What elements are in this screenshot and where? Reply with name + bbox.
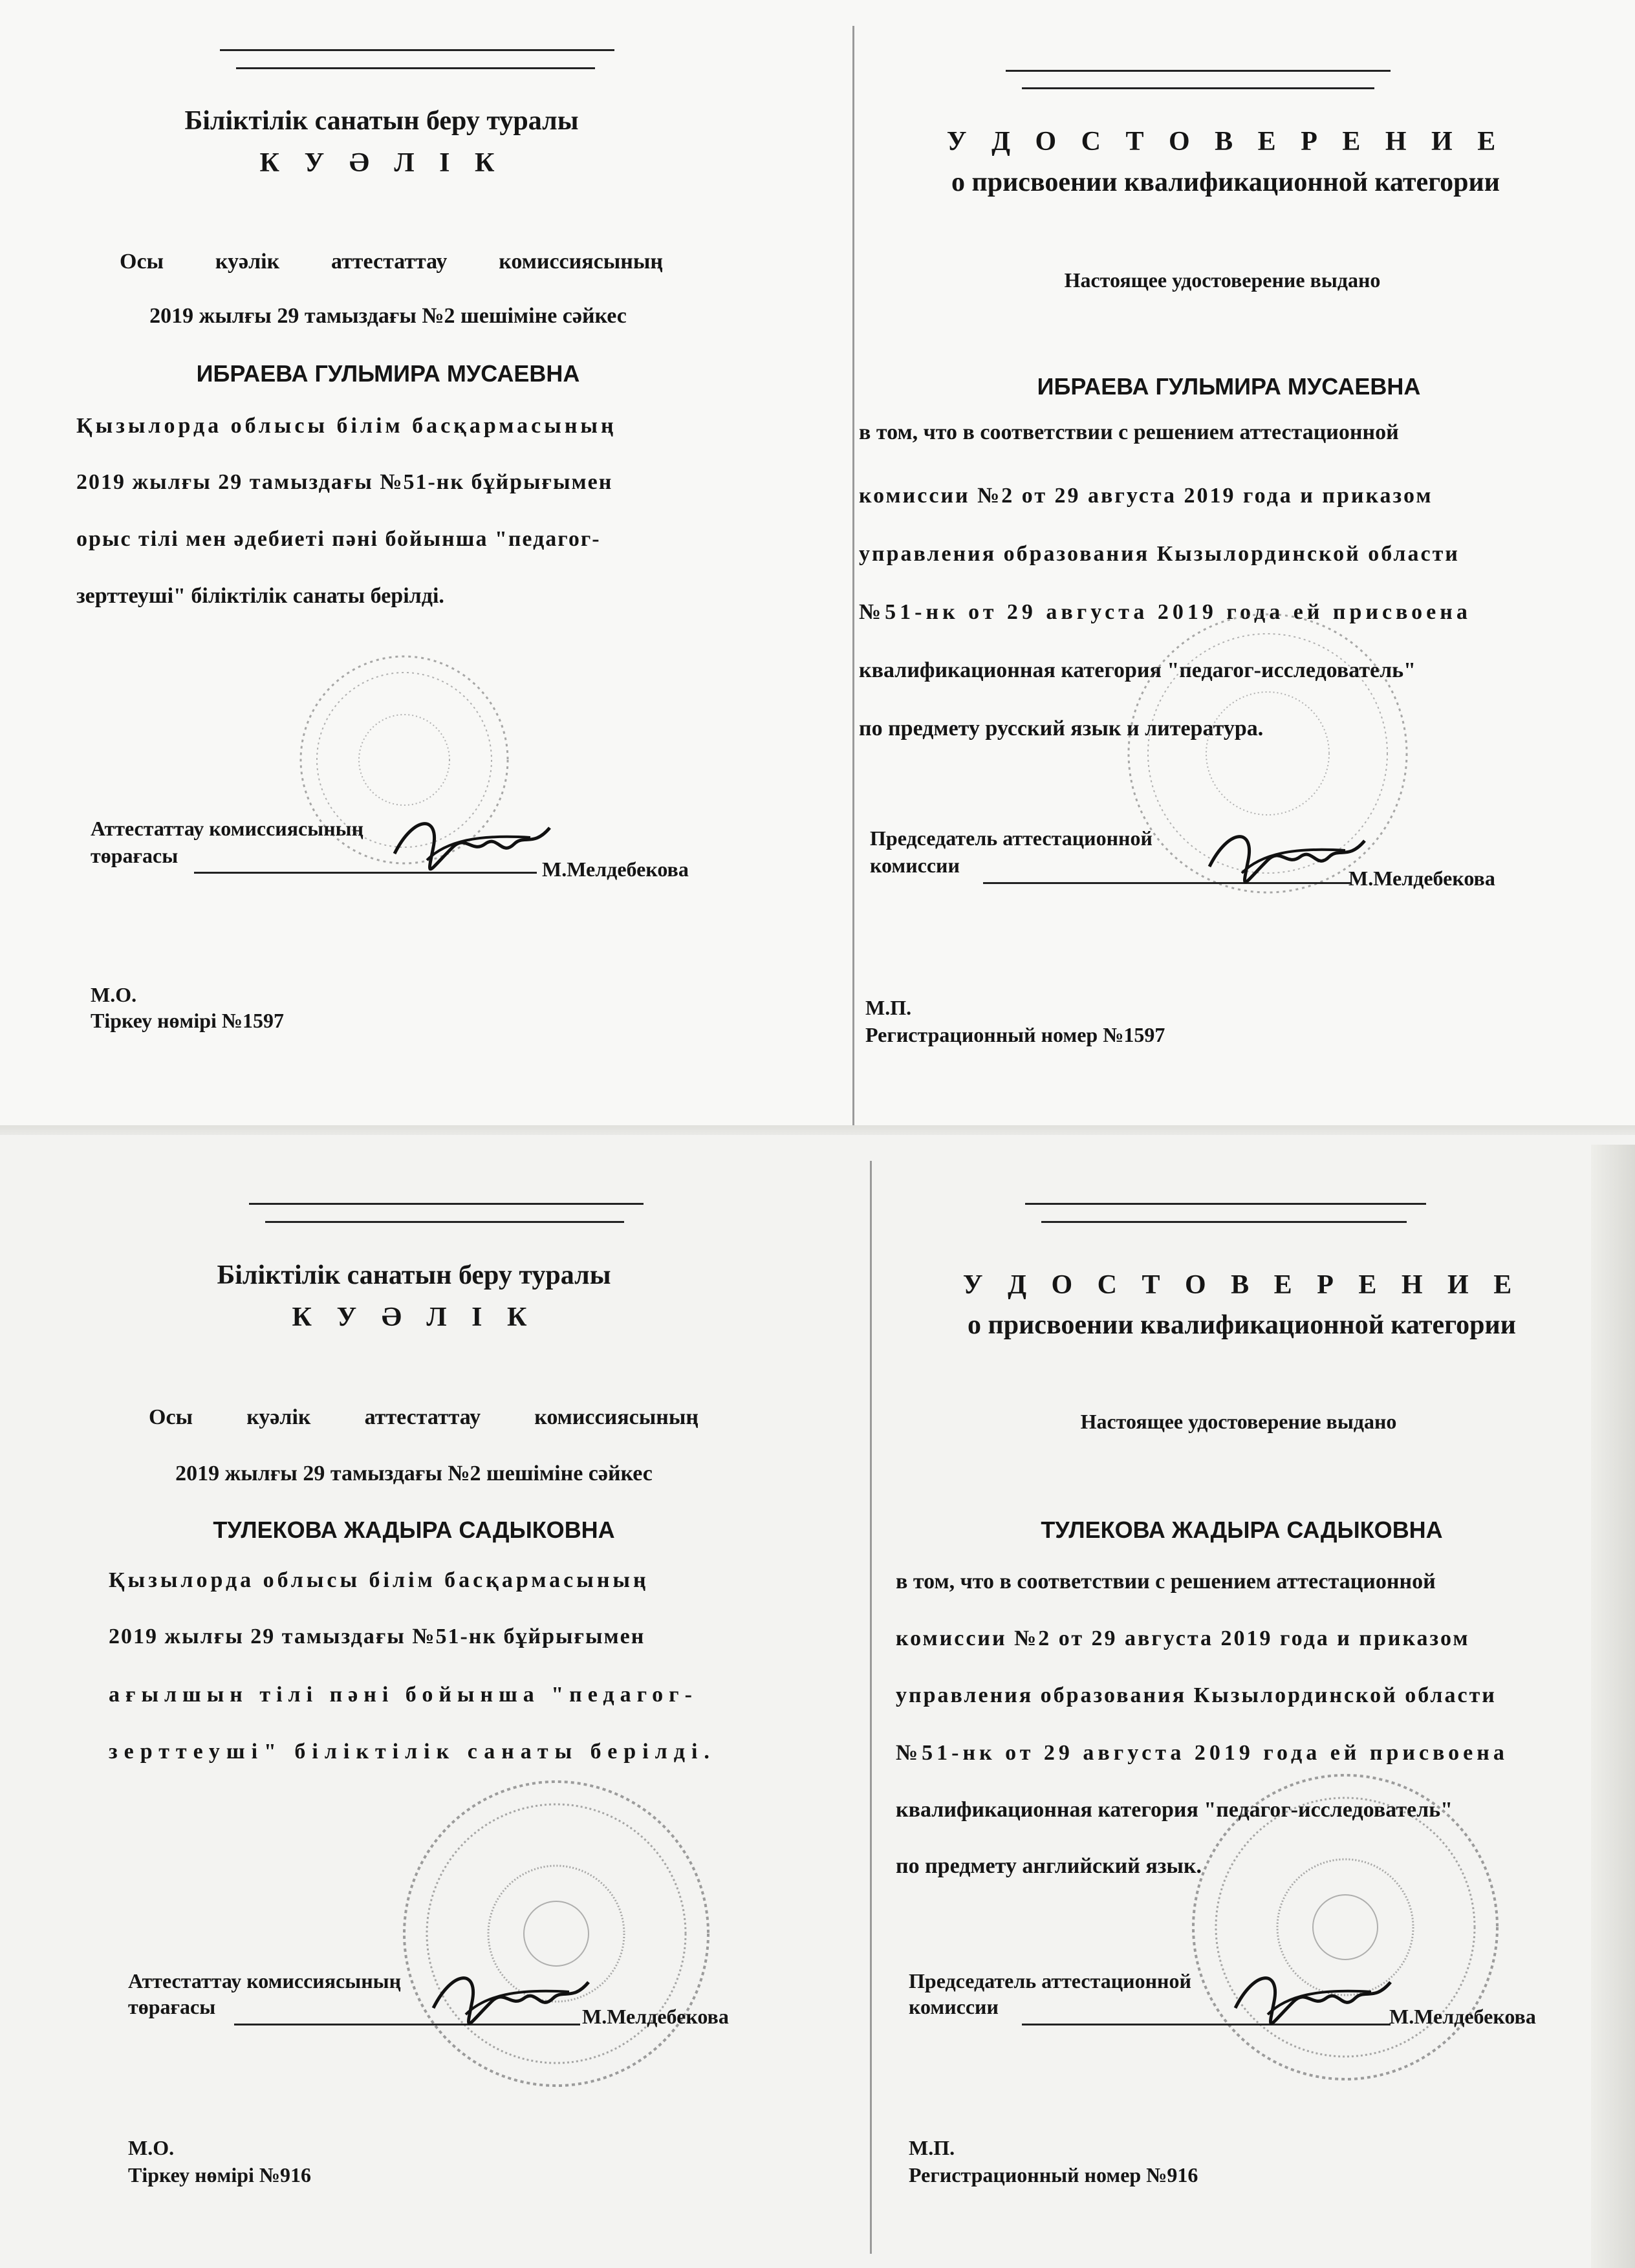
kz-chair-name: М.Мелдебекова: [542, 858, 689, 881]
header-rule: [265, 1221, 624, 1223]
signature-icon: [1203, 821, 1371, 892]
word: Осы: [149, 1405, 193, 1429]
signature-icon: [1229, 1963, 1397, 2034]
word: аттестаттау: [364, 1405, 481, 1429]
ru-issued-text: Настоящее удостоверение выдано: [1064, 268, 1381, 292]
ru-chair-label: Председатель аттестационной: [909, 1969, 1191, 1993]
ru-issued-text: Настоящее удостоверение выдано: [1080, 1410, 1397, 1433]
signature-icon: [427, 1963, 595, 2034]
kz-chair-label: Аттестаттау комиссиясының: [91, 817, 364, 840]
signature-icon: [388, 808, 556, 880]
kz-body-line: зерттеуші" біліктілік санаты берілді.: [76, 584, 444, 608]
header-rule: [1022, 87, 1374, 89]
kz-seal-label: М.О.: [91, 983, 137, 1006]
kz-body-line: ағылшын тілі пәні бойынша "педагог-: [109, 1683, 698, 1707]
ru-body-line: комиссии №2 от 29 августа 2019 года и приказом: [896, 1626, 1470, 1650]
kz-intro-line-2: 2019 жылғы 29 тамыздағы №2 шешіміне сәйкес: [149, 304, 627, 328]
ru-chair-label-2: комиссии: [870, 854, 960, 877]
kz-body-line: зерттеуші" біліктілік санаты берілді.: [109, 1740, 716, 1764]
word: куәлік: [215, 250, 280, 274]
kz-intro-line-1: [149, 1405, 698, 1430]
kz-chair-label: Аттестаттау комиссиясының: [128, 1969, 402, 1993]
ru-registration-number: Регистрационный номер №1597: [865, 1023, 1165, 1046]
ru-registration-number: Регистрационный номер №916: [909, 2163, 1198, 2187]
page-edge: [1591, 1145, 1635, 2268]
word: куәлік: [246, 1405, 311, 1429]
kz-chair-label-2: төрағасы: [91, 844, 179, 867]
kz-body-line: 2019 жылғы 29 тамыздағы №51-нк бұйрығымен: [76, 470, 613, 494]
ru-body-line: по предмету английский язык.: [896, 1854, 1202, 1878]
ru-chair-label-2: комиссии: [909, 1995, 999, 2018]
ru-chair-name: М.Мелдебекова: [1348, 867, 1495, 890]
header-rule: [249, 1203, 644, 1205]
kz-seal-label: М.О.: [128, 2136, 175, 2159]
ru-title: о присвоении квалификационной категории: [968, 1310, 1516, 1340]
ru-seal-label: М.П.: [865, 996, 912, 1019]
kz-intro-line-2: 2019 жылғы 29 тамыздағы №2 шешіміне сәйкес: [175, 1462, 653, 1485]
ru-seal-label: М.П.: [909, 2136, 955, 2159]
ru-body-line: №51-нк от 29 августа 2019 года ей присвоена: [859, 600, 1471, 624]
kz-recipient-name: ИБРАЕВА ГУЛЬМИРА МУСАЕВНА: [196, 360, 580, 387]
ru-body-line: комиссии №2 от 29 августа 2019 года и приказом: [859, 484, 1433, 508]
ru-chair-name: М.Мелдебекова: [1389, 2005, 1536, 2028]
header-rule: [220, 49, 614, 51]
ru-title: о присвоении квалификационной категории: [951, 167, 1500, 197]
header-rule: [1006, 70, 1391, 72]
ru-body-line: в том, что в соответствии с решением аттестационной: [896, 1570, 1436, 1593]
ru-recipient-name: ИБРАЕВА ГУЛЬМИРА МУСАЕВНА: [1037, 373, 1421, 400]
fold-line: [870, 1161, 872, 2254]
kz-body-line: Қызылорда облысы білім басқармасының: [76, 414, 617, 438]
kz-title: Біліктілік санатын беру туралы: [184, 106, 579, 136]
ru-body-line: управления образования Кызылординской области: [896, 1683, 1497, 1707]
header-rule: [1041, 1221, 1407, 1223]
ru-body-line: №51-нк от 29 августа 2019 года ей присвоена: [896, 1741, 1508, 1765]
kz-body-line: Қызылорда облысы білім басқармасының: [109, 1568, 649, 1592]
ru-body-line: по предмету русский язык и литература.: [859, 717, 1264, 740]
kz-body-line: 2019 жылғы 29 тамыздағы №51-нк бұйрығымен: [109, 1625, 645, 1648]
word: Осы: [120, 250, 164, 274]
kz-chair-label-2: төрағасы: [128, 1995, 216, 2018]
ru-body-line: квалификационная категория "педагог-исследователь": [859, 658, 1416, 682]
header-rule: [1025, 1203, 1426, 1205]
header-rule: [236, 67, 595, 69]
ru-heading: У Д О С Т О В Е Р Е Н И Е: [962, 1270, 1521, 1300]
word: аттестаттау: [330, 250, 448, 274]
kz-recipient-name: ТУЛЕКОВА ЖАДЫРА САДЫКОВНА: [213, 1517, 615, 1543]
ru-body-line: управления образования Кызылординской области: [859, 542, 1460, 566]
kz-registration-number: Тіркеу нөмірі №1597: [91, 1009, 285, 1032]
ru-recipient-name: ТУЛЕКОВА ЖАДЫРА САДЫКОВНА: [1041, 1517, 1443, 1543]
kz-heading: К У Ә Л І К: [259, 148, 504, 178]
word: комиссиясының: [534, 1405, 698, 1429]
official-seal-icon: [395, 1772, 718, 2095]
certificate-sheet-2: [0, 1135, 1635, 2268]
kz-title: Біліктілік санатын беру туралы: [217, 1260, 611, 1290]
ru-body-line: квалификационная категория "педагог-исследователь": [896, 1798, 1453, 1822]
word: комиссиясының: [499, 250, 663, 274]
kz-intro-line-1: [120, 250, 663, 274]
official-seal-icon: [1184, 1766, 1507, 2089]
ru-chair-label: Председатель аттестационной: [870, 826, 1153, 850]
kz-registration-number: Тіркеу нөмірі №916: [128, 2163, 312, 2187]
kz-chair-name: М.Мелдебекова: [582, 2005, 729, 2028]
kz-heading: К У Ә Л І К: [292, 1302, 536, 1332]
kz-body-line: орыс тілі мен әдебиеті пәні бойынша "педагог-: [76, 527, 601, 551]
ru-body-line: в том, что в соответствии с решением аттестационной: [859, 420, 1399, 444]
ru-heading: У Д О С Т О В Е Р Е Н И Е: [946, 127, 1505, 157]
